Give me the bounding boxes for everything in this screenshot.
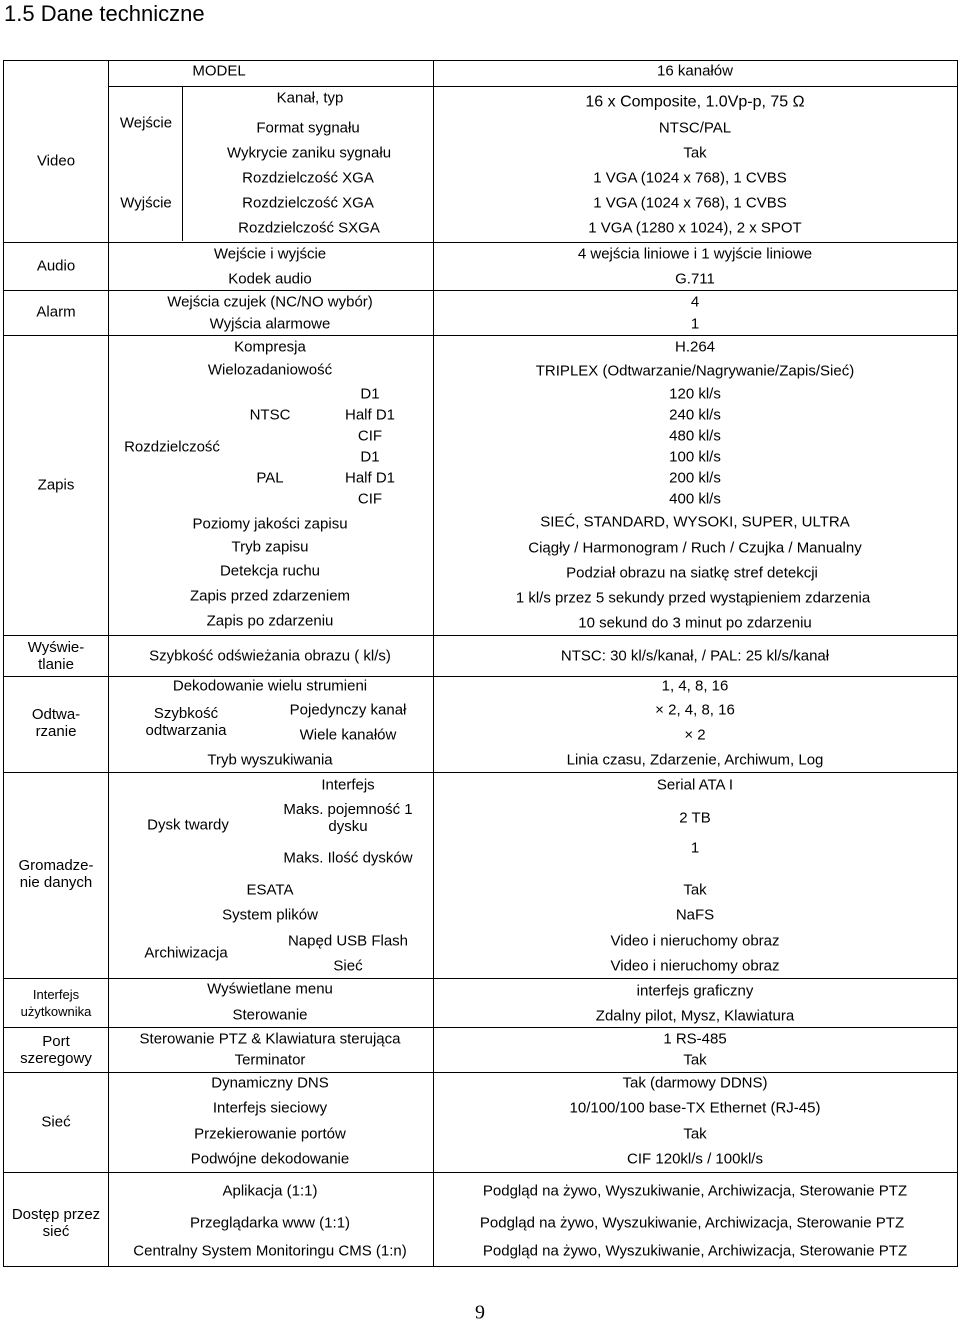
row-label: Szybkość odświeżania obrazu ( kl/s)	[149, 647, 391, 665]
section-siec: Sieć	[41, 1113, 71, 1131]
row-value: Tak	[683, 144, 707, 162]
row-label: Sterowanie	[232, 1006, 308, 1024]
row-label: Interfejs sieciowy	[212, 1099, 328, 1117]
row-value: 1 RS-485	[663, 1030, 727, 1048]
row-value: 2 TB	[679, 809, 711, 827]
row-label: Detekcja ruchu	[219, 562, 321, 580]
row-label: CIF	[357, 427, 383, 445]
model-label: MODEL	[192, 62, 246, 80]
row-label: Terminator	[234, 1051, 306, 1069]
row-value: 10 sekund do 3 minut po zdarzeniu	[578, 614, 812, 632]
row-label: Wyświetlane menu	[207, 980, 333, 998]
row-value: 480 kl/s	[669, 427, 721, 445]
row-label: Half D1	[344, 469, 396, 487]
row-label: CIF	[357, 490, 383, 508]
row-value: 120 kl/s	[669, 385, 721, 403]
row-label: Wejścia czujek (NC/NO wybór)	[167, 293, 373, 311]
row-value: G.711	[675, 270, 715, 288]
row-value: 1	[690, 839, 700, 857]
row-value: Linia czasu, Zdarzenie, Archiwum, Log	[566, 751, 824, 769]
row-label: Napęd USB Flash	[287, 932, 409, 950]
row-label: Half D1	[344, 406, 396, 424]
row-label: Kompresja	[234, 338, 306, 356]
row-label: Maks. pojemność 1 dysku	[283, 801, 413, 835]
row-label: D1	[360, 385, 380, 403]
section-divider	[3, 335, 958, 336]
section-alarm: Alarm	[36, 303, 76, 321]
row-value: 1, 4, 8, 16	[661, 677, 729, 695]
section-zapis: Zapis	[37, 476, 75, 494]
row-value: Tak	[683, 1125, 707, 1143]
section-wyswietlanie: Wyświe-tlanie	[27, 639, 85, 673]
row-value: Podział obrazu na siatkę stref detekcji	[566, 564, 818, 582]
row-value: Zdalny pilot, Mysz, Klawiatura	[595, 1007, 795, 1025]
section-video: Video	[36, 152, 76, 170]
section-divider	[3, 635, 958, 636]
row-value: 16 x Composite, 1.0Vp-p, 75 Ω	[585, 93, 805, 111]
section-audio: Audio	[36, 257, 76, 275]
row-label: Poziomy jakości zapisu	[192, 515, 348, 533]
row-label: Przekierowanie portów	[194, 1125, 346, 1143]
row-value: × 2	[684, 726, 706, 744]
page-title: 1.5 Dane techniczne	[4, 1, 205, 26]
row-label: Rozdzielczość XGA	[242, 169, 374, 187]
row-label: System plików	[222, 906, 318, 924]
row-label: Tryb wyszukiwania	[207, 751, 333, 769]
section-port-szeregowy: Port szeregowy	[20, 1033, 92, 1067]
group-wyjscie: Wyjście	[120, 194, 172, 212]
row-value: 1	[690, 315, 700, 333]
row-value: Tak	[683, 1051, 707, 1069]
section-divider	[3, 290, 958, 291]
row-label: Wiele kanałów	[299, 726, 397, 744]
row-value: 4 wejścia liniowe i 1 wyjście liniowe	[577, 245, 813, 263]
row-value: 100 kl/s	[669, 448, 721, 466]
group-rozdzielczosc: Rozdzielczość	[124, 438, 220, 456]
row-label: Centralny System Monitoringu CMS (1:n)	[133, 1242, 407, 1260]
row-label: Kodek audio	[228, 270, 312, 288]
row-label: Przeglądarka www (1:1)	[189, 1214, 351, 1232]
group-pal: PAL	[256, 469, 284, 487]
group-szybkosc-odtwarzania: Szybkość odtwarzania	[145, 705, 227, 739]
section-divider	[3, 772, 958, 773]
row-label: Dekodowanie wielu strumieni	[172, 677, 368, 695]
row-value: Video i nieruchomy obraz	[610, 957, 780, 975]
group-dysk-twardy: Dysk twardy	[147, 816, 229, 834]
group-archiwizacja: Archiwizacja	[144, 944, 228, 962]
row-value: H.264	[674, 338, 716, 356]
row-label: Interfejs	[321, 776, 375, 794]
row-value: 400 kl/s	[669, 490, 721, 508]
video-subgroup-divider	[182, 86, 183, 241]
row-label: Rozdzielczość XGA	[242, 194, 374, 212]
row-value: Podgląd na żywo, Wyszukiwanie, Archiwizacja, Sterowanie PTZ	[479, 1214, 905, 1232]
row-label: Format sygnału	[256, 119, 360, 137]
row-value: interfejs graficzny	[636, 982, 754, 1000]
row-value: 200 kl/s	[669, 469, 721, 487]
section-odtwarzanie: Odtwa-rzanie	[31, 706, 81, 740]
row-value: 1 kl/s przez 5 sekundy przed wystąpieniem zdarzenia	[515, 589, 871, 607]
row-label: Wykrycie zaniku sygnału	[226, 144, 392, 162]
row-value: × 2, 4, 8, 16	[655, 701, 735, 719]
section-divider	[3, 978, 958, 979]
row-value: TRIPLEX (Odtwarzanie/Nagrywanie/Zapis/Sieć)	[535, 362, 855, 380]
row-value: Tak	[683, 881, 707, 899]
section-gromadzenie: Gromadze-nie danych	[18, 857, 94, 891]
row-value: Video i nieruchomy obraz	[610, 932, 780, 950]
row-label: Wielozadaniowość	[207, 361, 333, 379]
row-value: 10/100/100 base-TX Ethernet (RJ-45)	[569, 1099, 821, 1117]
section-divider	[3, 1072, 958, 1073]
section-divider	[3, 242, 958, 243]
row-label: Dynamiczny DNS	[211, 1074, 329, 1092]
section-divider	[3, 676, 958, 677]
row-value: Serial ATA I	[656, 776, 734, 794]
section-divider	[3, 1027, 958, 1028]
row-value: Ciągły / Harmonogram / Ruch / Czujka / Manualny	[528, 539, 862, 557]
row-label: Aplikacja (1:1)	[222, 1182, 318, 1200]
row-label: Zapis przed zdarzeniem	[189, 587, 351, 605]
row-label: Pojedynczy kanał	[289, 701, 407, 719]
row-label: ESATA	[246, 881, 294, 899]
row-label: Tryb zapisu	[231, 538, 309, 556]
row-value: NTSC/PAL	[658, 119, 732, 137]
row-value: NaFS	[675, 906, 715, 924]
row-value: 1 VGA (1024 x 768), 1 CVBS	[593, 194, 787, 212]
group-wejscie: Wejście	[119, 114, 173, 132]
model-value: 16 kanałów	[657, 62, 733, 80]
row-value: 4	[690, 293, 700, 311]
row-value: Podgląd na żywo, Wyszukiwanie, Archiwizacja, Sterowanie PTZ	[482, 1182, 908, 1200]
table-border-bottom	[3, 1266, 958, 1267]
row-label: Wejście i wyjście	[213, 245, 327, 263]
section-divider	[3, 1172, 958, 1173]
row-value: Tak (darmowy DDNS)	[622, 1074, 768, 1092]
row-value: NTSC: 30 kl/s/kanał, / PAL: 25 kl/s/kanał	[560, 647, 830, 665]
row-value: 240 kl/s	[669, 406, 721, 424]
page-number: 9	[475, 1301, 485, 1324]
table-border-top	[3, 60, 958, 61]
row-label: Maks. Ilość dysków	[283, 849, 413, 867]
row-value: CIF 120kl/s / 100kl/s	[627, 1150, 763, 1168]
section-interfejs-uzytkownika: Interfejs użytkownika	[20, 987, 92, 1019]
row-value: Podgląd na żywo, Wyszukiwanie, Archiwizacja, Sterowanie PTZ	[482, 1242, 908, 1260]
row-value: 1 VGA (1280 x 1024), 2 x SPOT	[588, 219, 802, 237]
row-label: Kanał, typ	[276, 89, 344, 107]
row-value: 1 VGA (1024 x 768), 1 CVBS	[593, 169, 787, 187]
header-divider	[108, 86, 958, 87]
row-label: Sterowanie PTZ & Klawiatura sterująca	[139, 1030, 401, 1048]
row-label: D1	[360, 448, 380, 466]
row-label: Zapis po zdarzeniu	[206, 612, 334, 630]
group-ntsc: NTSC	[249, 406, 291, 424]
row-label: Podwójne dekodowanie	[190, 1150, 350, 1168]
row-value: SIEĆ, STANDARD, WYSOKI, SUPER, ULTRA	[540, 513, 850, 531]
row-label: Sieć	[333, 957, 363, 975]
section-dostep: Dostęp przez sieć	[11, 1206, 101, 1240]
row-label: Wyjścia alarmowe	[209, 315, 331, 333]
row-label: Rozdzielczość SXGA	[238, 219, 380, 237]
